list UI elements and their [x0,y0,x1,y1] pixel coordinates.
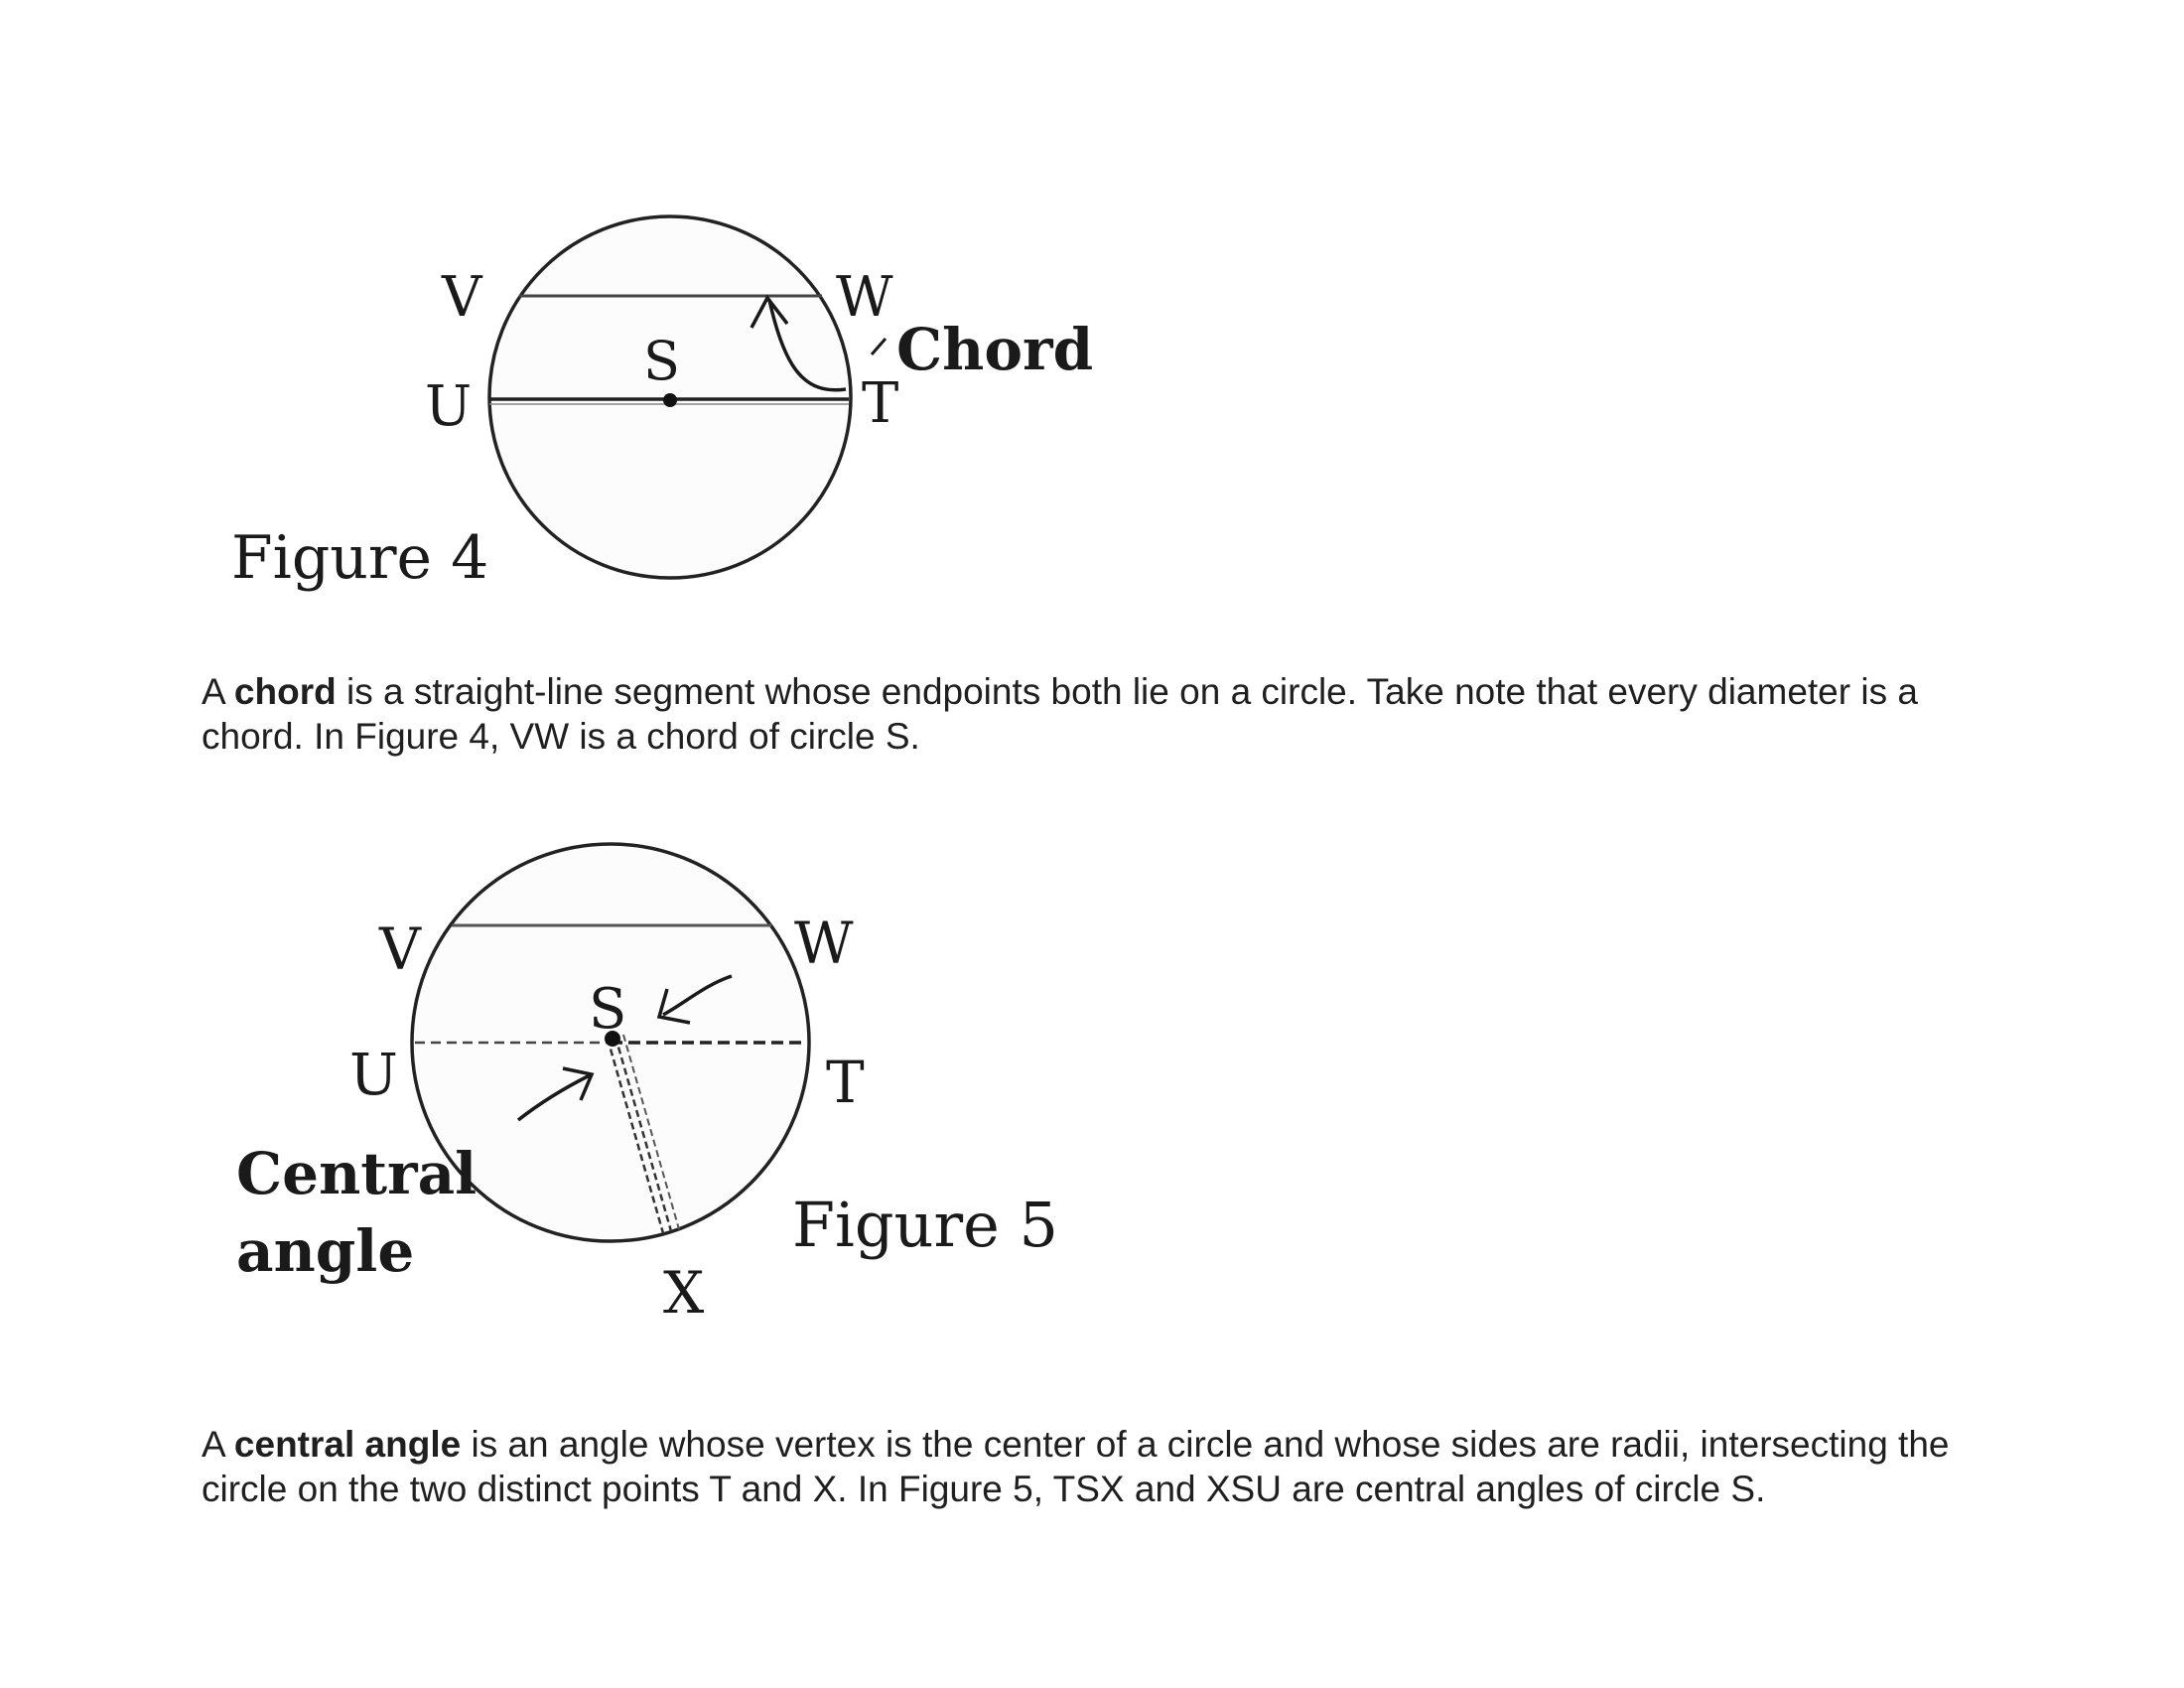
label-w-fig5: W [794,910,854,977]
figure-5 [236,844,1058,1327]
chord-callout-label: Chord [896,316,1094,383]
central-angle-definition-paragraph [202,1422,2018,1511]
central-angle-callout-line1: Central [236,1140,478,1207]
label-w-fig4: W [836,265,893,330]
chord-paragraph-lead: A [202,671,234,712]
central-angle-paragraph-body: is an angle whose vertex is the center of a circle and whose sides are radii, intersecting the circle on the two distinct points T and X. In Figure 5, TSX and XSU are central angles of circle S. [202,1424,1950,1509]
chord-term: chord [233,671,337,712]
label-u-fig4: U [425,374,473,439]
figure-5-caption: Figure 5 [792,1189,1058,1261]
central-angle-callout-line2: angle [236,1217,415,1285]
label-v-fig5: V [379,915,421,983]
figure-4-caption: Figure 4 [231,523,489,593]
label-t-fig5: T [826,1049,865,1116]
chord-callout-tick [872,339,886,354]
label-v-fig4: V [442,265,482,330]
label-x-fig5: X [663,1259,705,1327]
central-angle-term: central angle [233,1424,462,1465]
label-u-fig5: U [349,1041,398,1108]
figure-4 [231,216,1093,593]
center-point-s-fig4 [663,393,677,407]
chord-definition-paragraph [202,669,2018,759]
label-s-fig5: S [589,977,627,1042]
label-t-fig4: T [862,371,899,436]
label-s-fig4: S [643,330,680,392]
central-angle-paragraph-lead: A [202,1424,234,1465]
chord-paragraph-body: is a straight-line segment whose endpoints both lie on a circle. Take note that every diameter is a chord. In Figure 4, VW is a chord of circle S. [202,671,1918,757]
